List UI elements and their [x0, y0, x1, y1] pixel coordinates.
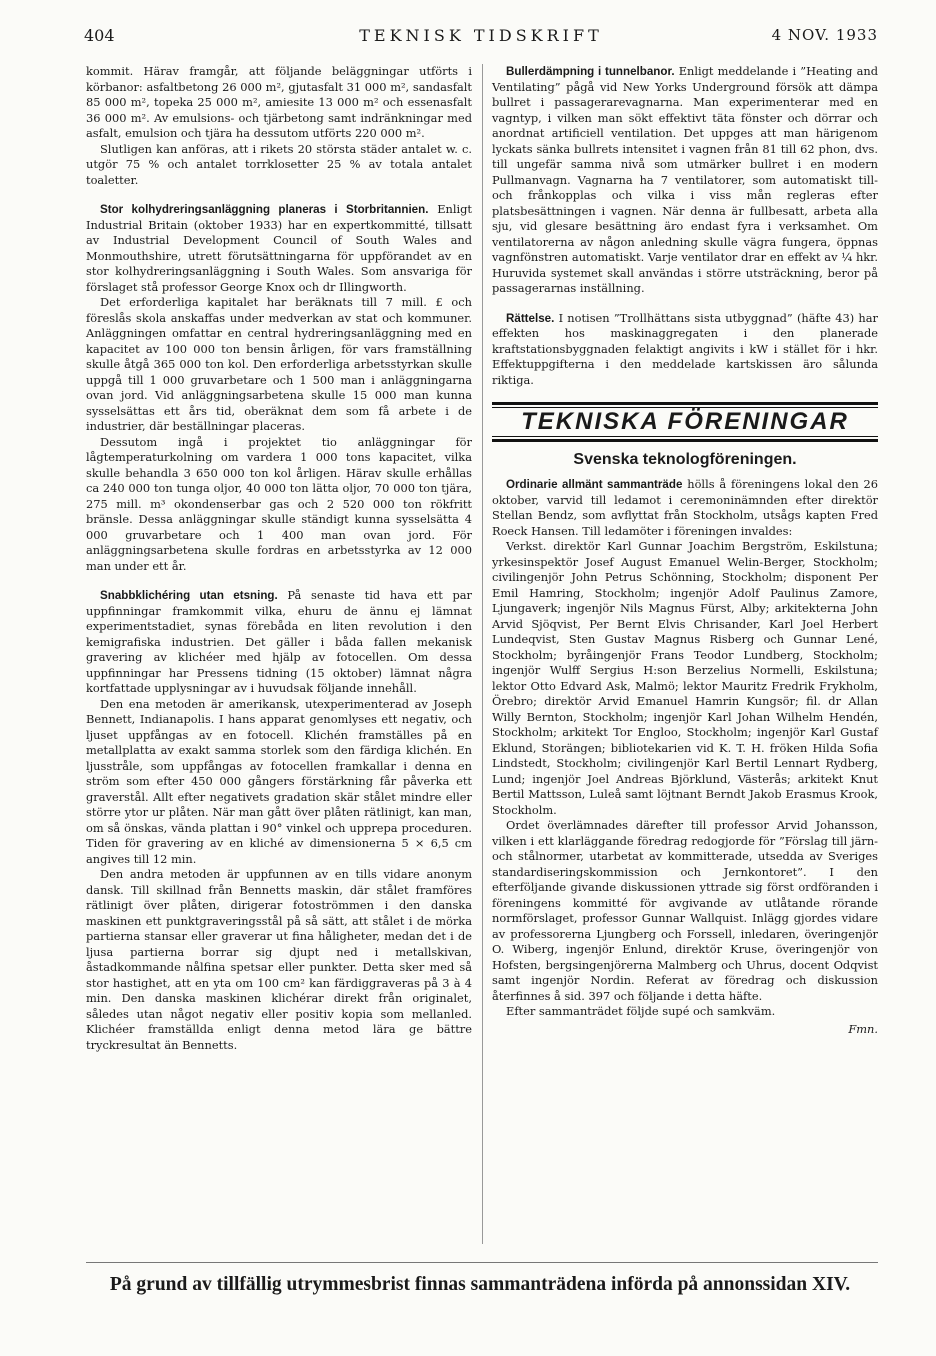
journal-title: TEKNISK TIDSKRIFT — [359, 26, 603, 45]
article-lead — [492, 64, 878, 297]
intro-paragraph: kommit. Härav framgår, att följande beläggningar utförts i körbanor: asfaltbetong 26 000 m², gjutasfalt 31 000 m², sandasfalt 85 000 m², topeka 25 000 m², amiesite 13 000 m² och essenasfalt 36 000 m². Av emulsions- och tjärbetong samt indränkningar med asfalt, emulsion och tjära ha dessutom utförts 220 000 m². — [86, 64, 472, 140]
article-paragraph: Den andra metoden är uppfunnen av en tills vidare anonym dansk. Till skillnad från Bennetts maskin, där stålet framföres rätlinigt över plåten, dirigerar fotoströmmen i den danska maskinen ett punktgraveringsstål på så sätt, att stålet i de mörka partierna stansar eller graverar ut fina håligheter, medan det i de ljusa partierna borrar sig djupt ned i metallskivan, åstadkommande nålfina spetsar eller punkter. Detta sker med så stor hastighet, att en yta om 100 cm² kan färdiggraveras på 3 à 4 min. Den danska maskinen klichérar direkt från originalet, således utan något negativ eller positiv kopia som mellanled. Klichéer framställda enligt denna metod lära ge bättre tryckresultat än Bennetts. — [86, 867, 472, 1052]
article-cliche — [86, 588, 472, 1053]
article-lead — [492, 311, 878, 389]
section-title: TEKNISKA FÖRENINGAR — [492, 407, 878, 437]
subsection-title: Svenska teknologföreningen. — [573, 450, 797, 468]
article-coal-hydrogenation — [86, 202, 472, 574]
meeting-paragraph: Efter sammanträdet följde supé och samkväm. — [506, 1004, 776, 1018]
article-lead — [492, 477, 878, 539]
issue-date: 4 NOV. 1933 — [771, 26, 878, 44]
meeting-paragraph: Verkst. direktör Karl Gunnar Joachim Bergström, Eskilstuna; yrkesinspektör Josef August Emanuel Welin-Berger, Stockholm; civilingenjör John Petrus Schönning, Stockholm; disponent Per Emil Hamring, Stockholm; ingenjör Adolf Paulinus Zamore, Ljungaverk; ingenjör Nils Magnus Fürst, Alby; arkitekterna John Arvid Sjöqvist, Per Bernt Elvis Chrisander, Karl Joel Herbert Lundeqvist, Sten Gustav Magnus Risberg och Gunnar Lené, Stockholm; byråingenjör Frans Teodor Lundberg, Stockholm; ingenjör Wulff Sergius H:son Berzelius Normelli, Eskilstuna; lektor Otto Edvard Ask, Malmö; lektor Mauritz Fredrik Frykholm, Örebro; direktör Arvid Emanuel Hamrin Kungsör; fil. dr Allan Willy Bernton, Stockholm; ingenjör Karl Johan Wilhelm Hendén, Stockholm; arkitekt Tor Engloo, Stockholm; ingenjör Karl Gustaf Eklund, Storängen; bibliotekarien vid K. T. H. fröken Hilda Sofia Lindstedt, Stockholm; civilingenjör Karl Bertil Lennart Rydberg, Lund; ingenjör Joel Andreas Björklund, Västerås; arkitekt Knut Bertil Mattsson, Luleå samt löjtnant Berndt Jakob Erasmus Krook, Stockholm. — [492, 539, 878, 817]
meeting-heading: Ordinarie allmänt sammanträde — [506, 478, 683, 491]
correction-text: I notisen ”Trollhättans sista utbyggnad” (häfte 43) har effekten hos maskinaggregaten i den planerade kraftstationsbyggnaden felaktigt angivits i kW i stället för i hkr. Effektuppgifterna i den meddelade kartskissen äro sålunda riktiga. — [492, 310, 879, 387]
article-lead — [86, 202, 472, 295]
meeting-paragraph: Ordet överlämnades därefter till professor Arvid Johansson, vilken i ett klarläggande föredrag redogjorde för ”Förslag till järn- och stålnormer, utarbetat av kommitterade, utsedda av Sveriges standardiseringskommission och Jernkontoret”. I den efterföljande givande diskussionen yttrade sig först ordföranden i föreningens kommitté för avgivande av utlåtande rörande normförslaget, professor Gunnar Wallquist. Inlägg gjordes vidare av professorerna Ljungberg och Forssell, inledaren, överingenjör O. Wiberg, ingenjör Enlund, direktör Kruse, överingenjör von Hofsten, bergsingenjörerna Malmberg och Uhrus, docent Odqvist samt ingenjör Nordin. Referat av föredrag och diskussion återfinnes å sid. 397 och följande i detta häfte. — [492, 818, 878, 1003]
correction-heading: Rättelse. — [506, 311, 555, 325]
article-paragraph: Den ena metoden är amerikansk, utexperimenterad av Joseph Bennett, Indianapolis. I hans apparat genomlyses ett negativ, och ljuset uppfångas av en fotocell. Klichén framställes på en metallplatta av exakt samma storlek som den färdiga klichén. En ljusstråle, som uppfångas av fotocellen framkallar i denna en ström som efter 450 000 gångers förstärkning får påverka ett graverstål. Allt efter negativets gradation skär stålet mindre eller större ytor ur plåten. När man gått över plåten rätlinigt, kan man, om så önskas, vända plattan i 90° vinkel och upprepa proceduren. Tiden för gravering av en kliché av dimensionerna 5 × 6,5 cm angives till 12 min. — [86, 696, 472, 866]
meeting-lead-text: hölls å föreningens lokal den 26 oktober, varvid till ledamot i ceremoninämnden efter direktör Stellan Bendz, som avflyttat från Stockholm, utsågs kapten Fred Roeck Hansen. Till ledamöter i föreningen invaldes: — [492, 477, 878, 538]
signature: Fmn. — [848, 1021, 878, 1036]
article-lead — [86, 588, 472, 697]
article-heading: Snabbklichéring utan etsning. — [100, 589, 278, 602]
section-banner — [492, 402, 878, 442]
article-heading: Stor kolhydreringsanläggning planeras i Storbritannien. — [100, 203, 429, 216]
page-number: 404 — [84, 26, 115, 45]
left-column — [86, 64, 472, 1053]
article-lead-text: Enligt Industrial Britain (oktober 1933) har en expertkommitté, tillsatt av Industrial Development Council of South Wales and Monmouthshire, utrett förutsättningarna för uppförandet av en stor kolhydreringsanläggning i South Wales. Som ansvariga för förslaget stå professor George Knox och dr Illingworth. — [86, 202, 472, 294]
article-heading: Bullerdämpning i tunnelbanor. — [506, 65, 675, 78]
correction-notice — [492, 311, 878, 389]
article-paragraph: Det erforderliga kapitalet har beräknats till 7 mill. £ och föreslås skola anskaffas under medverkan av stat och kommuner. Anläggningen omfattar en central hydreringsanläggning med en kapacitet av 100 000 ton bensin årligen, för vars framställning skulle åtgå 365 000 ton kol. Den erforderliga arbetsstyrkan skulle uppgå till 1 000 gruvarbetare och 1 500 man i anläggningarna ovan jord. Vid anläggningsarbetena skulle 15 000 man kunna sysselsättas ett års tid, oberäknat dem som få arbete i de industrier, där beställningar placeras. — [86, 295, 472, 433]
article-lead-text: På senaste tid hava ett par uppfinningar framkommit vilka, ehuru de ännu ej lämnat experimentstadiet, synas förebåda en liten revolution i den kemigrafiska industrien. Det gäller i båda fallen mekanisk gravering av klichéer med hjälp av fotocellen. Om dessa uppfinningar har Pressens tidning (15 oktober) lämnat några kortfattade upplysningar av i huvudsak följande innehåll. — [86, 588, 472, 695]
meeting-report — [492, 477, 878, 1037]
article-tunnel-noise — [492, 64, 878, 297]
intro-paragraph: Slutligen kan anföras, att i rikets 20 största städer antalet w. c. utgör 75 % och antalet torrklosetter 25 % av totala antalet toaletter. — [86, 141, 472, 187]
column-divider — [482, 64, 483, 1244]
page-header — [84, 26, 878, 50]
article-paragraph: Dessutom ingå i projektet tio anläggningar för lågtemperaturkolning om vardera 1 000 tons kapacitet, vilka skulle behandla 3 650 000 ton kol årligen. Härav skulle erhållas ca 240 000 ton tunga oljor, 40 000 ton lätta oljor, 70 000 ton tjära, 275 mill. m³ okondenserbar gas och 2 520 000 ton rökfritt bränsle. Dessa anläggningar skulle ständigt kunna sysselsätta 4 000 gruvarbetare och 1 400 man ovan jord. För anläggningsarbetena skulle fordras en arbetsstyrka av 12 000 man under ett år. — [86, 434, 472, 573]
right-column — [492, 64, 878, 1037]
footer-rule — [86, 1262, 878, 1263]
footer-notice: På grund av tillfällig utrymmesbrist finnas sammanträdena införda på annonssidan XIV. — [109, 1274, 851, 1295]
article-text: Enligt meddelande i ”Heating and Ventilating” pågå vid New Yorks Underground försök att dämpa bullret i passagerarevagnarna. Man experimenterar med en vagntyp, i vilken man sökt effektivt täta fönster och dörrar och anordnat artificiell ventilation. Det uppges att man härigenom lyckats sänka bullrets intensitet i vagnen från 81 till 62 phon, dvs. till ungefär samma nivå som utmärker bullret i en modern Pullmanvagn. Vagnarna ha 7 ventilatorer, som automatiskt till- och frånkopplas och vilka i viss mån regleras efter platsbesättningen i vagnen. När denna är fullbesatt, arbeta alla sju, vid glesare besättning äro endast fyra i verksamhet. Om ventilatorerna av någon anledning skulle vägra fungera, öppnas vagnfönstren automatiskt. Varje ventilator drar en effekt av ¼ hkr. Huruvida systemet skall användas i större utsträckning, beror på passagerarnas inställning. — [492, 64, 878, 295]
